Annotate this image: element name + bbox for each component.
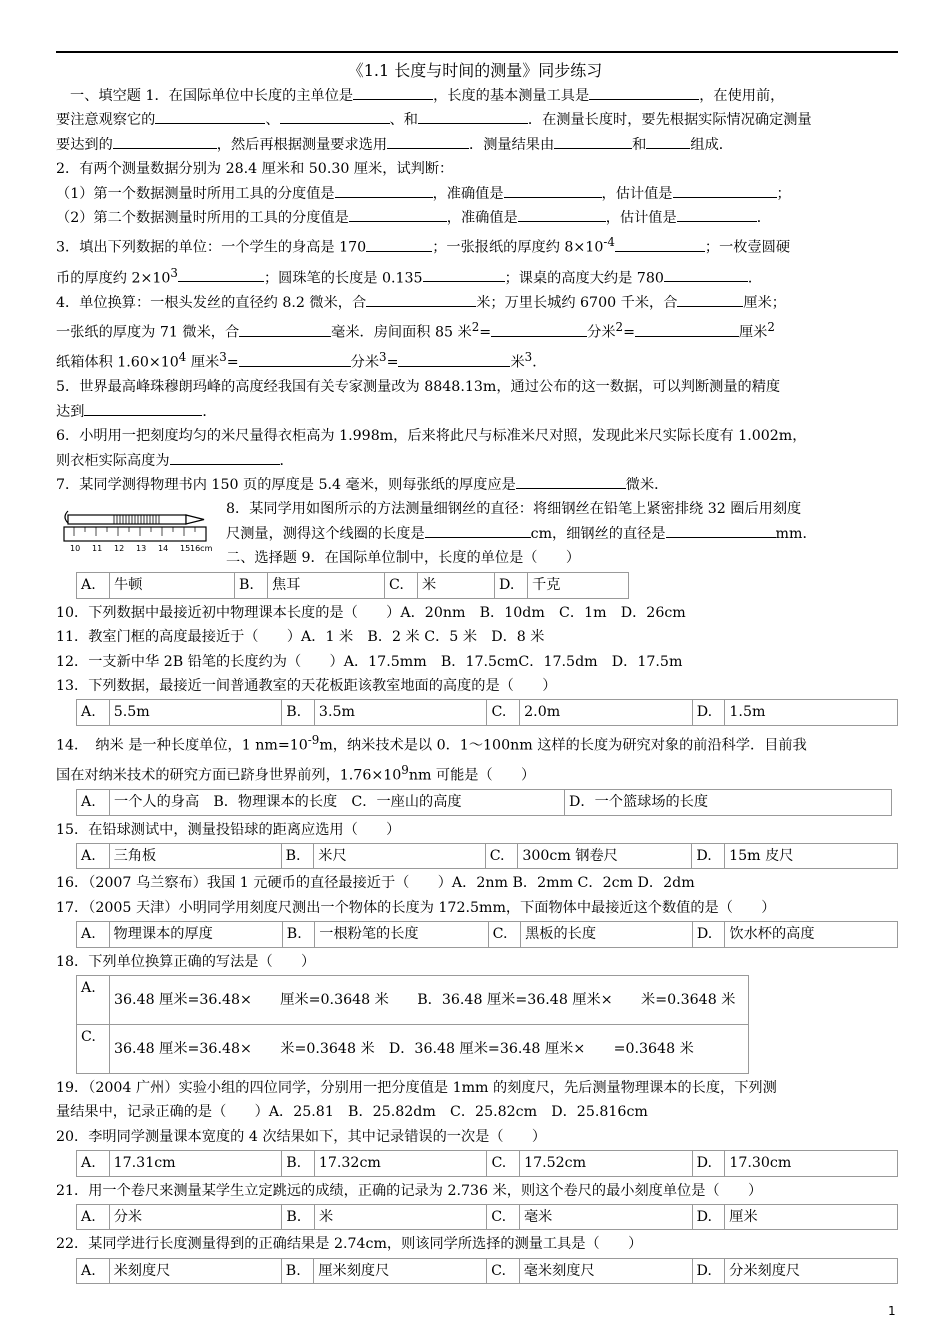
q22-options — [76, 1258, 898, 1284]
q21-options — [76, 1204, 898, 1230]
answer-blank[interactable] — [664, 266, 748, 282]
header-rule — [56, 51, 898, 53]
q8-line-1: 8．某同学用如图所示的方法测量细钢丝的直径：将细钢丝在铅笔上紧密排绕 32 圈后用刻度 — [226, 501, 802, 518]
q4-line-2: 一张纸的厚度为 71 微米，合 毫米．房间面积 85 米$^2$= 分米$^2$= 厘米$^2$ — [56, 320, 775, 341]
answer-blank[interactable] — [677, 291, 743, 307]
option-label: A. — [77, 790, 110, 815]
option-label: A. — [77, 922, 110, 947]
answer-blank[interactable] — [425, 522, 531, 538]
option-label: B. — [282, 922, 315, 947]
option-label: D. — [692, 1258, 725, 1283]
answer-blank[interactable] — [349, 206, 447, 222]
option-label: B. — [235, 573, 268, 598]
option-b[interactable]: 米尺 — [314, 843, 485, 868]
q14-options — [76, 789, 892, 815]
option-label: C. — [77, 1025, 110, 1074]
q2-line-2: （1）第一个数据测量时所用工具的分度值是 ，准确值是 ，估计值是 ； — [56, 182, 898, 206]
q6-line-1: 6．小明用一把刻度均匀的米尺量得衣柜高为 1.998m，后来将此尺与标准米尺对照，发现此米尺实际长度有 1.002m， — [56, 428, 807, 445]
option-label: D. — [692, 843, 725, 868]
q20-line: 20．李明同学测量课本宽度的 4 次结果如下，其中记录错误的一次是（ ） — [56, 1128, 547, 1145]
option-label: D. — [692, 922, 725, 947]
answer-blank[interactable] — [387, 133, 469, 149]
pencil-ruler-figure — [62, 505, 212, 557]
q1-line-3: 要达到的 ，然后再根据测量要求选用 ．测量结果由 和 组成． — [56, 133, 898, 157]
option-d[interactable]: 1.5m — [725, 700, 898, 725]
option-a[interactable]: 三角板 — [109, 843, 281, 868]
option-label: C. — [487, 1205, 520, 1230]
q8-line-2: 尺测量，测得这个线圈的长度是 cm，细钢丝的直径是 mm． — [226, 522, 817, 546]
q18-options — [76, 975, 749, 1074]
q21-line: 21．用一个卷尺来测量某学生立定跳远的成绩，正确的记录为 2.736 米，则这个卷尺的最小刻度单位是（ ） — [56, 1182, 763, 1199]
q6-line-2: 则衣柜实际高度为 ． — [56, 449, 898, 473]
option-d[interactable]: 分米刻度尺 — [725, 1258, 898, 1283]
q18-line: 18．下列单位换算正确的写法是（ ） — [56, 953, 316, 970]
option-c[interactable]: 毫米刻度尺 — [519, 1258, 692, 1283]
option-a[interactable]: 分米 — [109, 1205, 282, 1230]
option-c[interactable]: 毫米 — [519, 1205, 692, 1230]
q7-line: 7．某同学测得物理书内 150 页的厚度是 5.4 毫米，则每张纸的厚度应是 微米． — [56, 473, 898, 497]
option-label: C. — [385, 573, 418, 598]
worksheet-body — [56, 84, 898, 1286]
option-b[interactable]: 17.32cm — [314, 1151, 487, 1176]
q19-line-2: 量结果中，记录正确的是（ ）A．25.81 B．25.82dm C．25.82cm D．25.816cm — [56, 1104, 648, 1121]
option-b[interactable]: 3.5m — [314, 700, 487, 725]
q13-options — [76, 699, 898, 725]
q19-line-1: 19．（2004 广州）实验小组的四位同学，分别用一把分度值是 1mm 的刻度尺，先后测量物理课本的长度，下列测 — [56, 1080, 777, 1096]
option-label: C. — [485, 843, 518, 868]
option-label: B. — [281, 843, 314, 868]
option-d[interactable]: D．一个篮球场的长度 — [565, 790, 892, 815]
q3-line-2: 币的厚度约 $2\times 10^3$ ；圆珠笔的长度是 0.135 ；课桌的高度大约是 780 ． — [56, 265, 763, 287]
answer-blank[interactable] — [589, 84, 699, 100]
q22-line: 22．某同学进行长度测量得到的正确结果是 2.74cm，则该同学所选择的测量工具是（ ） — [56, 1236, 643, 1253]
answer-blank[interactable] — [113, 133, 217, 149]
answer-blank[interactable] — [170, 449, 280, 465]
option-c[interactable]: 300cm 钢卷尺 — [518, 843, 692, 868]
option-label: C. — [488, 922, 521, 947]
answer-blank[interactable] — [366, 236, 432, 252]
option-label: D. — [692, 700, 725, 725]
answer-blank[interactable] — [239, 321, 331, 337]
option-d[interactable]: 17.30cm — [725, 1151, 898, 1176]
q2-line-3: （2）第二个数据测量时所用的工具的分度值是 ，准确值是 ，估计值是 ． — [56, 206, 898, 230]
answer-blank[interactable] — [516, 473, 626, 489]
answer-blank[interactable] — [155, 108, 265, 124]
q16-line: 16．（2007 乌兰察布）我国 1 元硬币的直径最接近于（ ）A．2nm B．2mm C．2cm D．2dm — [56, 875, 695, 892]
option-label: D. — [692, 1205, 725, 1230]
q15-options — [76, 843, 898, 869]
option-label: B. — [282, 1205, 315, 1230]
option-d[interactable]: 15m 皮尺 — [725, 843, 898, 868]
answer-blank[interactable] — [353, 84, 433, 100]
q17-line: 17．（2005 天津）小明同学用刻度尺测出一个物体的长度为 172.5mm，下面物体中最接近这个数值的是（ ） — [56, 899, 776, 916]
option-label: A. — [77, 843, 110, 868]
answer-blank[interactable] — [518, 206, 606, 222]
option-a[interactable]: 物理课本的厚度 — [109, 922, 282, 947]
q10-line: 10．下列数据中最接近初中物理课本长度的是（ ）A．20nm B．10dm C．1m D．26cm — [56, 604, 686, 621]
option-d[interactable]: 厘米 — [725, 1205, 898, 1230]
option-label: D. — [692, 1151, 725, 1176]
option-label: B. — [281, 1258, 314, 1283]
answer-blank[interactable] — [84, 400, 202, 416]
option-c[interactable]: 黑板的长度 — [521, 922, 693, 947]
answer-blank[interactable] — [666, 522, 776, 538]
answer-blank[interactable] — [280, 108, 390, 124]
option-c[interactable]: 2.0m — [520, 700, 693, 725]
ruler-tick-label: 10 — [70, 544, 81, 554]
option-c[interactable]: 17.52cm — [520, 1151, 693, 1176]
option-label: A. — [77, 1205, 110, 1230]
option-b[interactable]: 一根粉笔的长度 — [315, 922, 488, 947]
option-label: A. — [77, 1151, 110, 1176]
option-label: A. — [77, 573, 110, 598]
option-c-d[interactable]: 36.48 厘米=36.48× 米=0.3648 米 D．36.48 厘米=36.48 厘米× =0.3648 米 — [110, 1025, 749, 1074]
q17-options — [76, 921, 898, 947]
option-b[interactable]: 焦耳 — [268, 573, 385, 598]
answer-blank[interactable] — [554, 133, 632, 149]
q1-line-1: 一、填空题 1．在国际单位中长度的主单位是 ，长度的基本测量工具是 ，在使用前， — [56, 84, 898, 108]
q20-options — [76, 1150, 898, 1176]
ruler-tick-label: 16cm — [190, 544, 212, 554]
option-label: C. — [487, 700, 520, 725]
answer-blank[interactable] — [615, 236, 705, 252]
option-c[interactable]: 米 — [418, 573, 495, 598]
option-d[interactable]: 千克 — [528, 573, 629, 598]
q8-block — [56, 497, 898, 571]
answer-blank[interactable] — [491, 321, 587, 337]
q11-line: 11．教室门框的高度最接近于（ ）A．1 米 B．2 米 C．5 米 D．8 米 — [56, 629, 545, 646]
q2-line-1: 2．有两个测量数据分别为 28.4 厘米和 50.30 厘米，试判断： — [56, 161, 454, 178]
q4-line-3: 纸箱体积 $1.60\times 10^4$ 厘米$^3$= 分米$^3$= 米$^3$． — [56, 350, 547, 371]
q9-options — [76, 572, 629, 598]
page-title: 《1.1 长度与时间的测量》同步练习 — [347, 61, 603, 80]
q12-line: 12．一支新中华 2B 铅笔的长度约为（ ）A．17.5mm B．17.5cmC．17.5dm D．17.5m — [56, 653, 683, 670]
q14-line-2: 国在对纳米技术的研究方面已跻身世界前列，$1.76\times 10^9nm$ 可能是（ ） — [56, 763, 536, 784]
option-a[interactable]: 5.5m — [109, 700, 282, 725]
option-label: C. — [487, 1151, 520, 1176]
option-a[interactable]: 牛顿 — [110, 573, 235, 598]
option-label: A. — [77, 976, 110, 1025]
option-b[interactable]: 厘米刻度尺 — [314, 1258, 487, 1283]
answer-blank[interactable] — [504, 182, 602, 198]
q8-line-3: 二、选择题 9．在国际单位制中，长度的单位是（ ） — [226, 550, 581, 567]
q1-line-2: 要注意观察它的 、 、和 ．在测量长度时，要先根据实际情况确定测量 — [56, 108, 898, 132]
option-label: B. — [282, 1151, 315, 1176]
option-a-c[interactable]: 一个人的身高 B．物理课本的长度 C．一座山的高度 — [110, 790, 565, 815]
ruler-tick-label: 12 — [114, 544, 125, 554]
q13-line: 13．下列数据，最接近一间普通教室的天花板距该教室地面的高度的是（ ） — [56, 678, 557, 695]
q3-line-1: 3．填出下列数据的单位：一个学生的身高是 170 ；一张报纸的厚度约 $8\times 10^{-4}$ ；一枚壹圆硬 — [56, 235, 791, 257]
ruler-tick-label: 14 — [158, 544, 169, 554]
page-number: 1 — [888, 1304, 896, 1318]
answer-blank[interactable] — [178, 266, 264, 282]
answer-blank[interactable] — [635, 321, 739, 337]
ruler-tick-label: 15 — [180, 544, 191, 554]
answer-blank[interactable] — [418, 108, 528, 124]
option-label: C. — [487, 1258, 520, 1283]
answer-blank[interactable] — [239, 351, 351, 367]
answer-blank[interactable] — [677, 206, 757, 222]
option-label: A. — [77, 700, 110, 725]
ruler-tick-label: 11 — [92, 544, 103, 554]
answer-blank[interactable] — [646, 133, 690, 149]
option-label: B. — [282, 700, 315, 725]
answer-blank[interactable] — [335, 182, 433, 198]
ruler-tick-label: 13 — [136, 544, 147, 554]
option-label: A. — [77, 1258, 110, 1283]
answer-blank[interactable] — [423, 266, 505, 282]
q4-line-1: 4．单位换算：一根头发丝的直径约 8.2 微米，合 米；万里长城约 6700 千米，合 厘米； — [56, 291, 898, 315]
option-a[interactable]: 米刻度尺 — [109, 1258, 281, 1283]
option-b[interactable]: 米 — [315, 1205, 487, 1230]
option-d[interactable]: 饮水杯的高度 — [725, 922, 898, 947]
option-a-b[interactable]: 36.48 厘米=36.48× 厘米=0.3648 米 B．36.48 厘米=36.48 厘米× 米=0.3648 米 — [110, 976, 749, 1025]
q5-line-1: 5．世界最高峰珠穆朗玛峰的高度经我国有关专家测量改为 8848.13m，通过公布的这一数据，可以判断测量的精度 — [56, 379, 781, 396]
option-label: D. — [495, 573, 528, 598]
q8-text — [226, 497, 817, 570]
answer-blank[interactable] — [398, 351, 510, 367]
q14-line-1: 14． 纳米 是一种长度单位，1 $nm=10^{-9}m$，纳米技术是以 0．1～100nm 这样的长度为研究对象的前沿科学．目前我 — [56, 732, 807, 754]
answer-blank[interactable] — [673, 182, 777, 198]
q15-line: 15．在铅球测试中，测量投铅球的距离应选用（ ） — [56, 821, 401, 838]
option-a[interactable]: 17.31cm — [109, 1151, 282, 1176]
answer-blank[interactable] — [366, 291, 476, 307]
q5-line-2: 达到 ． — [56, 400, 898, 424]
